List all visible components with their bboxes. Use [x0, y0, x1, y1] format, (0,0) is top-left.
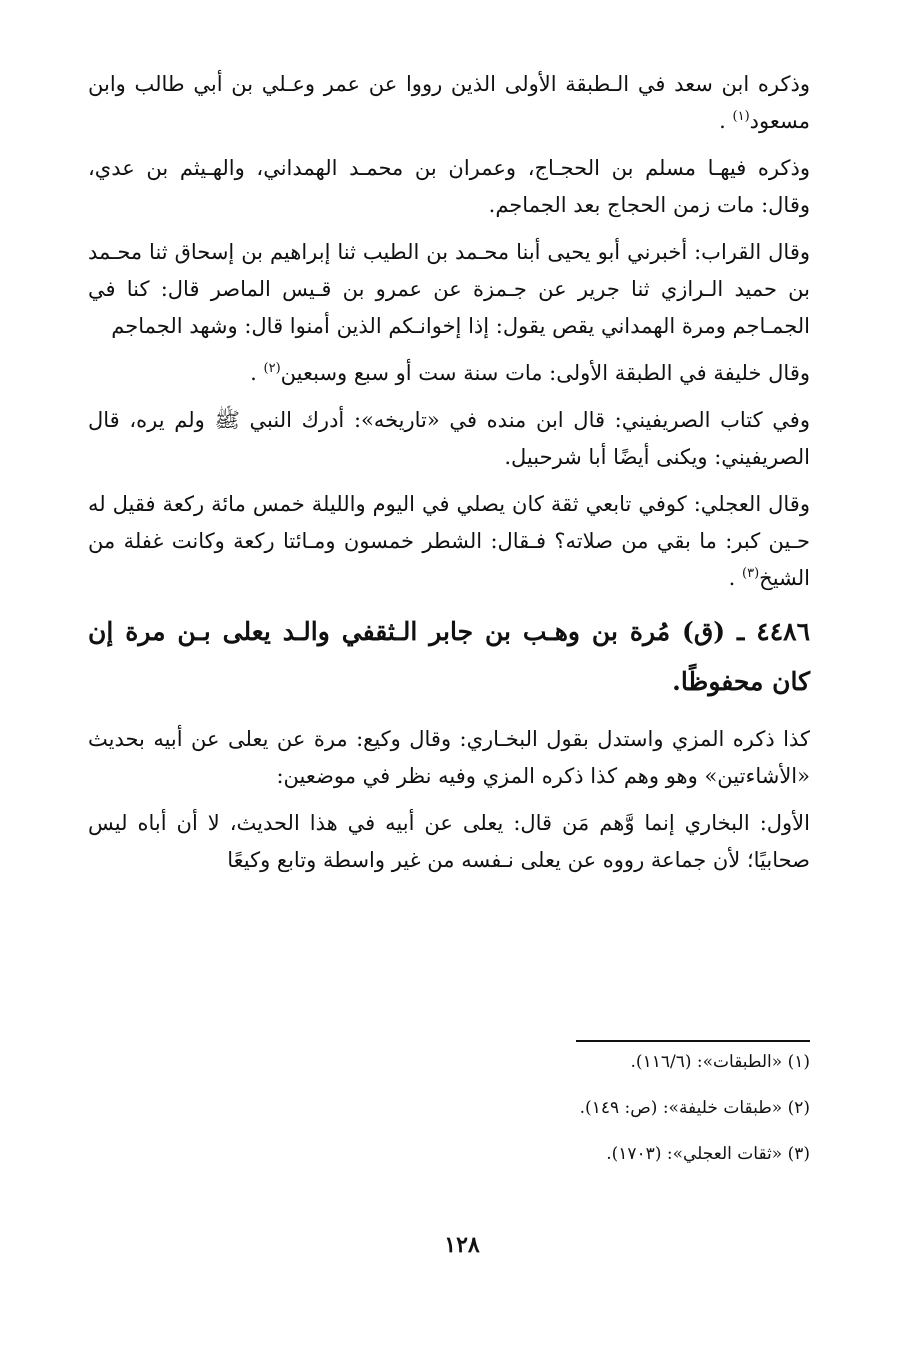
paragraph-tail: .: [250, 361, 264, 385]
paragraph-tail: .: [728, 566, 742, 590]
paragraph-text: وذكره فيهـا مسلم بن الحجـاج، وعمران بن محمـد الهمداني، والهـيثم بن عدي، وقال: مات زمن الحجاج بعد الجماجم.: [88, 156, 810, 217]
footnote-marker: (٣): [742, 566, 760, 581]
paragraph-1: [88, 66, 810, 140]
paragraph-tail: .: [719, 109, 733, 133]
footnote-3: (٣) «ثقات العجلي»: (١٧٠٣).: [606, 1144, 810, 1164]
paragraph-2: [88, 150, 810, 224]
paragraph-4: [88, 355, 810, 392]
paragraph-text: وذكره ابن سعد في الـطبقة الأولى الذين رووا عن عمر وعـلي بن أبي طالب وابن مسعود: [88, 72, 810, 133]
paragraph-7: كذا ذكره المزي واستدل بقول البخـاري: وقال وكيع: مرة عن يعلى عن أبيه بحديث «الأشاءتين» وهو وهم كذا ذكره المزي وفيه نظر في موضعين:: [88, 727, 810, 788]
paragraph-text: وقال خليفة في الطبقة الأولى: مات سنة ست أو سبع وسبعين: [280, 361, 810, 385]
footnote-marker: (١): [732, 109, 750, 124]
page-body: [88, 66, 810, 889]
footnotes: [390, 1050, 810, 1188]
entry-heading: ٤٤٨٦ ـ (ق) مُرة بن وهـب بن جابر الـثقفي والـد يعلى بـن مرة إن كان محفوظًا.: [88, 617, 810, 696]
paragraph-text: وقال القراب: أخبرني أبو يحيى أبنا محـمد بن الطيب ثنا إبراهيم بن إسحاق ثنا محـمد بن حميد الـرازي ثنا جرير عن جـمزة عن عمرو بن قـيس الماصر قال: كنا في الجمـاجم ومرة الهمداني يقص يقول: إذا إخوانـكم الذين أمنوا قال: وشهد الجماجم: [88, 240, 810, 338]
footnote-divider: [576, 1040, 810, 1042]
paragraph-8: الأول: البخاري إنما وَّهم مَن قال: يعلى عن أبيه في هذا الحديث، لا أن أباه ليس صحابيًا؛ لأن جماعة رووه عن يعلى نـفسه من غير واسطة وتابع وكيعًا: [88, 811, 810, 872]
paragraph-text: وفي كتاب الصريفيني: قال ابن منده في «تاريخه»: أدرك النبي ﷺ ولم يره، قال الصريفيني: ويكنى أيضًا أبا شرحبيل.: [88, 408, 810, 469]
paragraph-5: [88, 402, 810, 476]
paragraph-text: وقال العجلي: كوفي تابعي ثقة كان يصلي في اليوم والليلة خمس مائة ركعة فقيل له حـين كبر: ما بقي من صلاته؟ فـقال: الشطر خمسون ومـائتا ركعة وكانت غفلة من الشيخ: [88, 492, 810, 590]
paragraph-6: [88, 486, 810, 597]
page-number: ١٢٨: [444, 1232, 480, 1258]
footnote-2: (٢) «طبقات خليفة»: (ص: ١٤٩).: [579, 1098, 810, 1118]
paragraph-3: [88, 234, 810, 345]
footnote-marker: (٢): [263, 361, 281, 376]
footnote-1: (١) «الطبقات»: (١١٦/٦).: [630, 1052, 810, 1072]
